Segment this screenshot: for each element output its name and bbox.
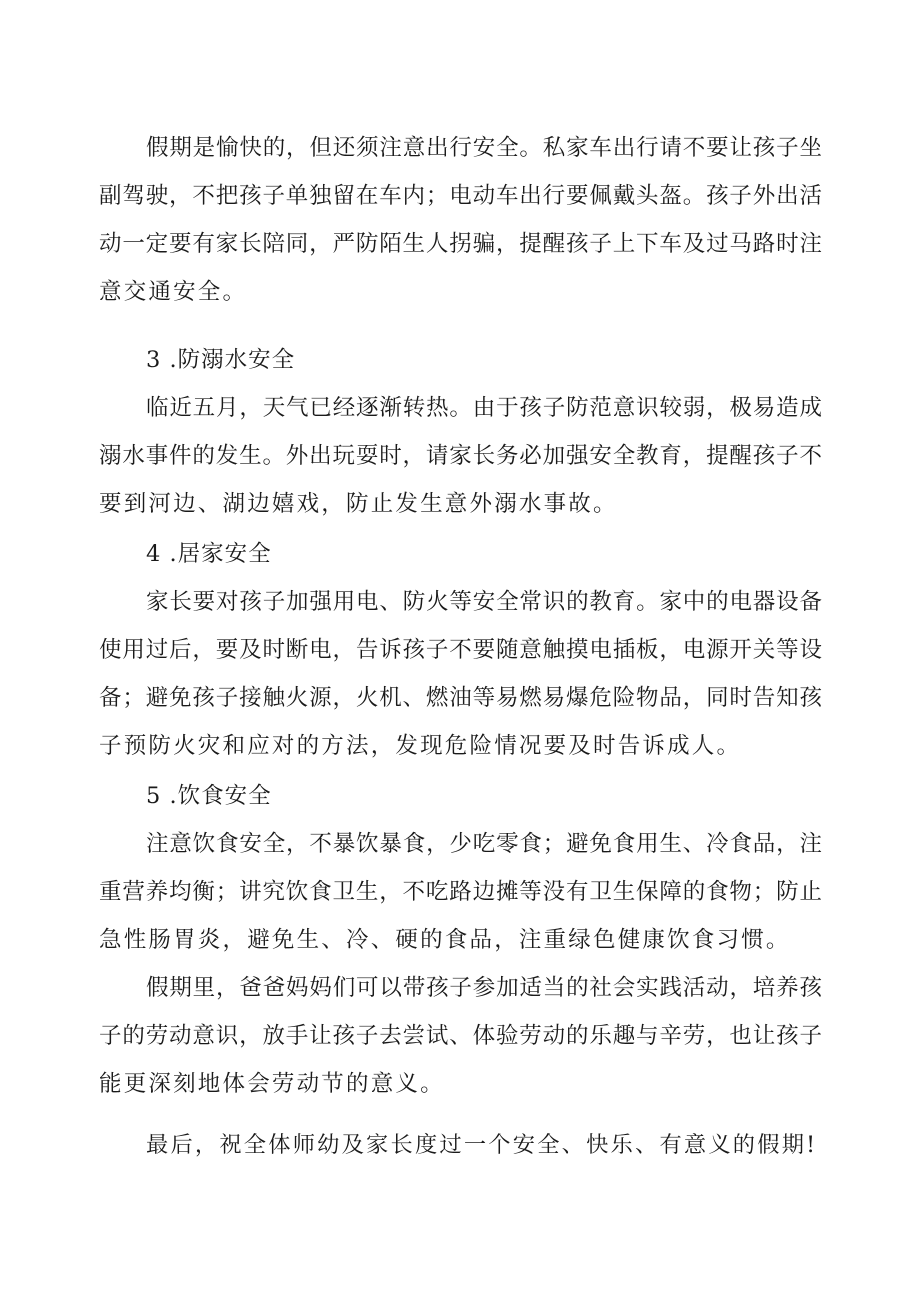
food-paragraph-line: 急性肠胃炎，避免生、冷、硬的食品，注重绿色健康饮食习惯。 bbox=[99, 927, 791, 953]
travel-paragraph-line: 动一定要有家长陪同，严防陌生人拐骗，提醒孩子上下车及过马路时注 bbox=[99, 231, 822, 257]
home-paragraph-line: 子预防火灾和应对的方法，发现危险情况要及时告诉成人。 bbox=[99, 733, 742, 759]
food-paragraph-line: 注意饮食安全，不暴饮暴食，少吃零食；避免食用生、冷食品，注 bbox=[146, 831, 822, 857]
labor-paragraph-line: 子的劳动意识，放手让孩子去尝试、体验劳动的乐趣与辛劳，也让孩子 bbox=[99, 1023, 822, 1049]
section-heading-food: 5 .饮食安全 bbox=[146, 783, 272, 809]
travel-paragraph-line: 假期是愉快的，但还须注意出行安全。私家车出行请不要让孩子坐 bbox=[146, 135, 822, 161]
section-heading-home: 4 .居家安全 bbox=[146, 541, 272, 567]
section-heading-drowning: 3 .防溺水安全 bbox=[146, 347, 296, 373]
drowning-paragraph-line: 溺水事件的发生。外出玩耍时，请家长务必加强安全教育，提醒孩子不 bbox=[99, 443, 822, 469]
home-paragraph-line: 家长要对孩子加强用电、防火等安全常识的教育。家中的电器设备 bbox=[146, 589, 822, 615]
travel-paragraph-line: 副驾驶，不把孩子单独留在车内；电动车出行要佩戴头盔。孩子外出活 bbox=[99, 183, 822, 209]
labor-paragraph-line: 假期里，爸爸妈妈们可以带孩子参加适当的社会实践活动，培养孩 bbox=[146, 975, 822, 1001]
drowning-paragraph-line: 要到河边、湖边嬉戏，防止发生意外溺水事故。 bbox=[99, 491, 618, 517]
travel-paragraph-line: 意交通安全。 bbox=[99, 279, 248, 305]
food-paragraph-line: 重营养均衡；讲究饮食卫生，不吃路边摊等没有卫生保障的食物；防止 bbox=[99, 879, 822, 905]
home-paragraph-line: 使用过后，要及时断电，告诉孩子不要随意触摸电插板，电源开关等设 bbox=[99, 637, 822, 663]
labor-paragraph-line: 能更深刻地体会劳动节的意义。 bbox=[99, 1071, 445, 1097]
closing-paragraph: 最后，祝全体师幼及家长度过一个安全、快乐、有意义的假期! bbox=[146, 1132, 818, 1158]
home-paragraph-line: 备；避免孩子接触火源，火机、燃油等易燃易爆危险物品，同时告知孩 bbox=[99, 685, 822, 711]
drowning-paragraph-line: 临近五月，天气已经逐渐转热。由于孩子防范意识较弱，极易造成 bbox=[146, 395, 822, 421]
